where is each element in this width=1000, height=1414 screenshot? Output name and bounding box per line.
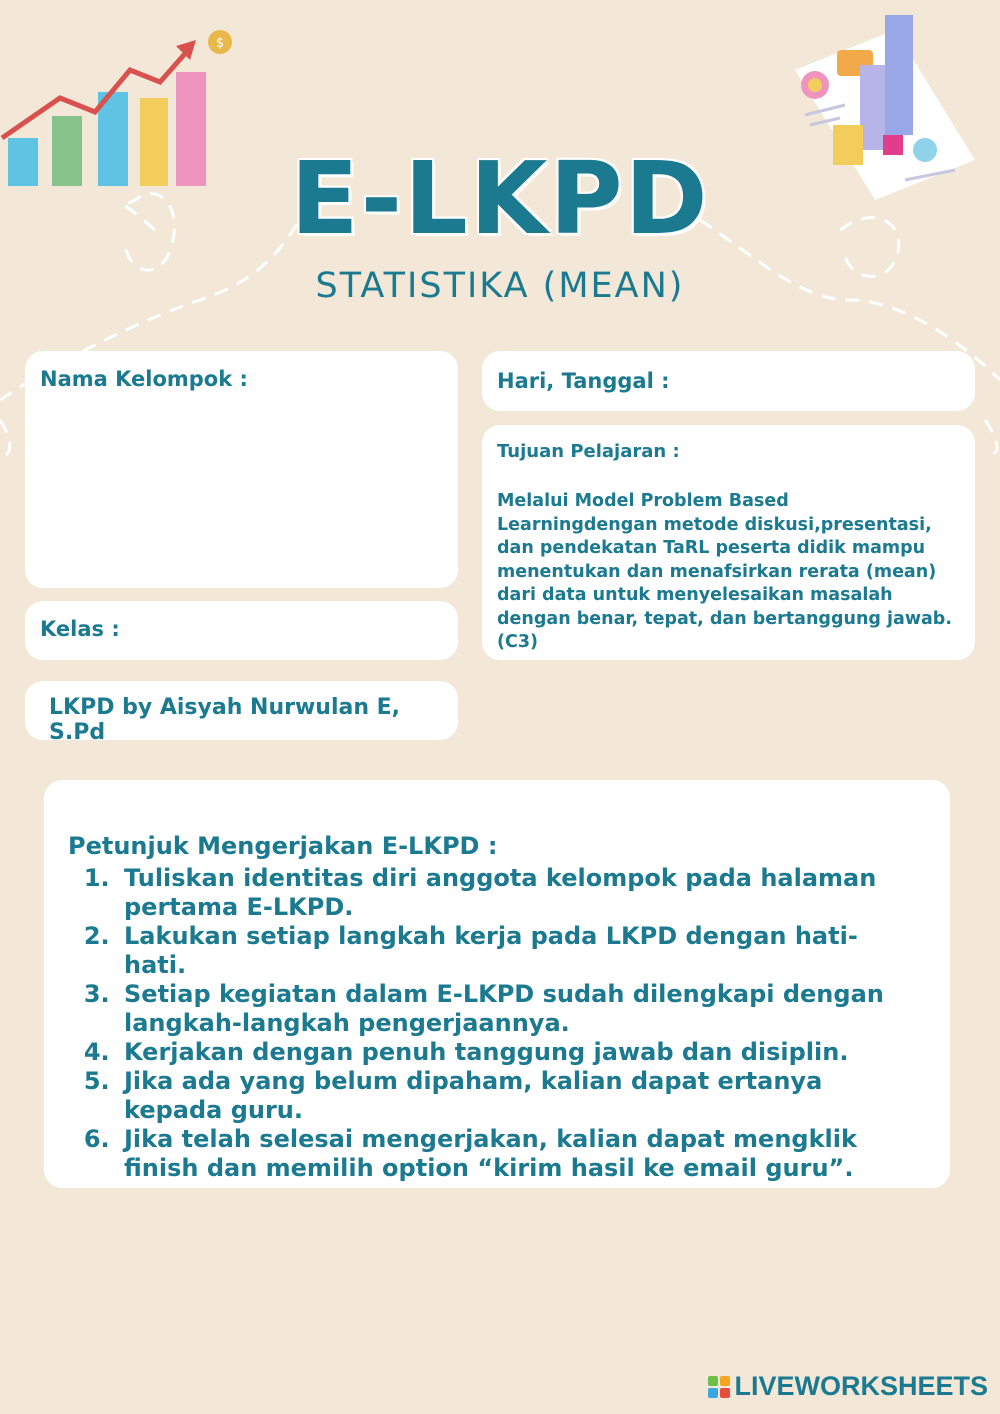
objective-card	[482, 425, 975, 660]
author-card	[25, 681, 458, 745]
instruction-item: 3. Setiap kegiatan dalam E-LKPD sudah dilengkapi dengan langkah-langkah pengerjaannya.	[118, 980, 910, 1038]
brand-name: LIVEWORKSHEETS	[734, 1371, 988, 1401]
instruction-item: 6. Jika telah selesai mengerjakan, kalian dapat mengklik finish dan memilih option “kirim hasil ke email guru”.	[118, 1125, 910, 1183]
class-label: Kelas :	[40, 617, 120, 641]
instructions-list	[68, 864, 910, 1183]
date-card[interactable]	[482, 351, 975, 411]
objective-text: Melalui Model Problem Based Learningdengan metode diskusi,presentasi, dan pendekatan TaRL peserta didik mampu menentukan dan menafsirkan rerata (mean) dari data untuk menyelesaikan masalah dengan benar, tepat, dan bertanggung jawab. (C3)	[497, 491, 952, 652]
instructions-card	[44, 780, 950, 1188]
svg-text:$: $	[215, 36, 225, 51]
coin-icon	[205, 28, 235, 58]
instruction-item: 1. Tuliskan identitas diri anggota kelompok pada halaman pertama E-LKPD.	[118, 864, 910, 922]
objective-heading: Tujuan Pelajaran :	[497, 441, 680, 462]
author-label: LKPD by Aisyah Nurwulan E, S.Pd	[49, 695, 401, 745]
date-label: Hari, Tanggal :	[497, 369, 670, 393]
page-title: E-LKPD	[290, 140, 710, 257]
class-card[interactable]	[25, 601, 458, 660]
group-name-card[interactable]	[25, 351, 458, 588]
instruction-item: 4. Kerjakan dengan penuh tanggung jawab dan disiplin.	[118, 1038, 910, 1067]
group-name-label: Nama Kelompok :	[40, 367, 248, 391]
instruction-item: 5. Jika ada yang belum dipaham, kalian dapat ertanya kepada guru.	[118, 1067, 910, 1125]
liveworksheets-logo-icon	[708, 1376, 730, 1398]
liveworksheets-brand[interactable]	[708, 1371, 988, 1402]
instruction-item: 2. Lakukan setiap langkah kerja pada LKPD dengan hati-hati.	[118, 922, 910, 980]
instructions-title: Petunjuk Mengerjakan E-LKPD :	[68, 832, 498, 860]
page-subtitle: STATISTIKA (MEAN)	[315, 266, 685, 306]
